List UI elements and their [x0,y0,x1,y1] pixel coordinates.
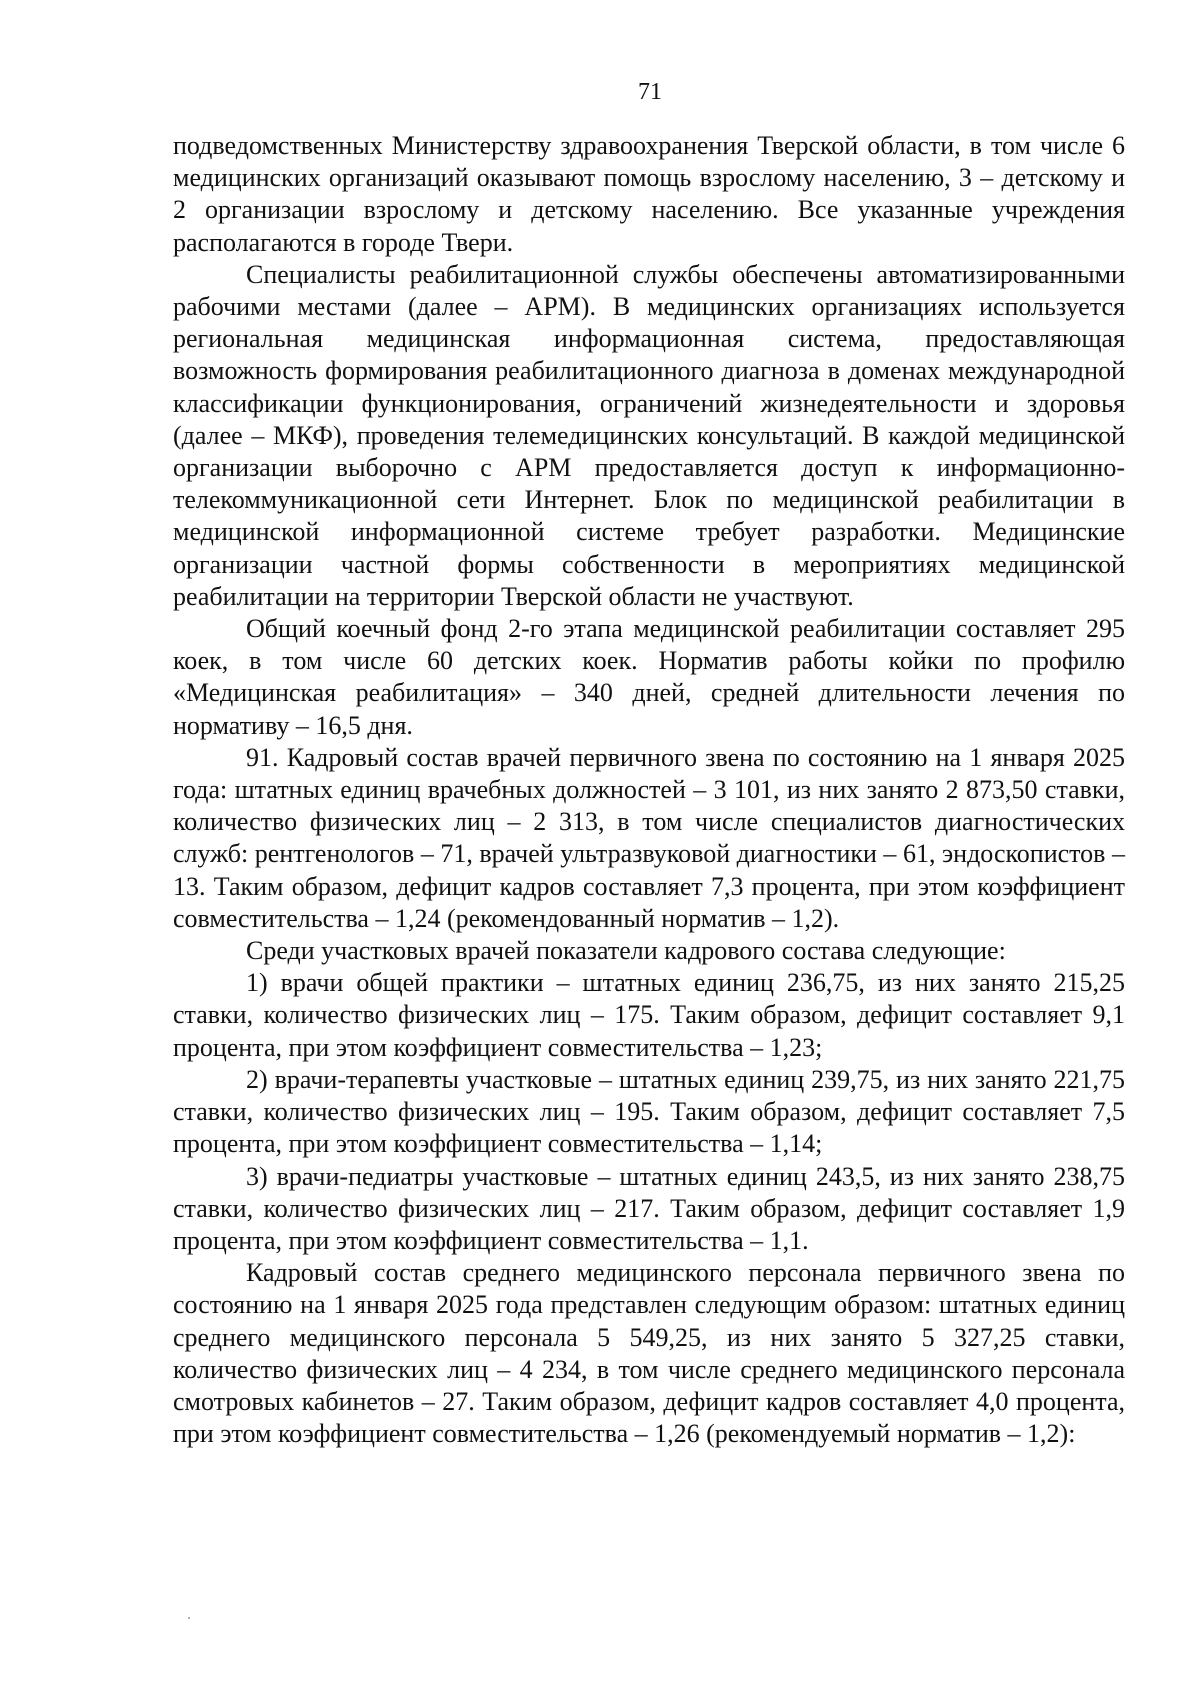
scan-speck [188,1617,190,1619]
document-body [173,130,1125,1450]
paragraph-nursing-staff: Кадровый состав среднего медицинского персонала первичного звена по состоянию на 1 января 2025 года представлен следующим образом: штатных единиц среднего медицинского персонала 5 549,25, из них занято 5 327,25 ставки, количество физических лиц – 4 234, в том числе среднего медицинского персонала смотровых кабинетов – 27. Таким образом, дефицит кадров составляет 4,0 процента, при этом коэффициент совместительства – 1,26 (рекомендуемый норматив – 1,2): [173,1258,1125,1449]
paragraph-bed-fund: Общий коечный фонд 2-го этапа медицинской реабилитации составляет 295 коек, в том числе 60 детских коек. Норматив работы койки по профилю «Медицинская реабилитация» – 340 дней, средней длительности лечения по нормативу – 16,5 дня. [173,614,1125,740]
paragraph-subordinate-organizations: подведомственных Министерству здравоохранения Тверской области, в том числе 6 медицинских организаций оказывают помощь взрослому населению, 3 – детскому и 2 организации взрослому и детскому населению. Все указанные учреждения располагаются в городе Твери. [173,131,1125,257]
paragraph-item-91-staffing: 91. Кадровый состав врачей первичного звена по состоянию на 1 января 2025 года: штатных единиц врачебных должностей – 3 101, из них занято 2 873,50 ставки, количество физических лиц – 2 313, в том числе специалистов диагностических служб: рентгенологов – 71, врачей ультразвуковой диагностики – 61, эндоскопистов – 13. Таким образом, дефицит кадров составляет 7,3 процента, при этом коэффициент совместительства – 1,24 (рекомендованный норматив – 1,2). [173,742,1125,933]
list-item-district-pediatricians: 3) врачи-педиатры участковые – штатных единиц 243,5, из них занято 238,75 ставки, количество физических лиц – 217. Таким образом, дефицит составляет 1,9 процента, при этом коэффициент совместительства – 1,1. [173,1161,1125,1255]
paragraph-district-doctors-intro: Среди участковых врачей показатели кадрового состава следующие: [246,936,1006,966]
page-number: 71 [638,79,662,105]
paragraph-rehab-workstations: Специалисты реабилитационной службы обеспечены автоматизированными рабочими местами (далее – АРМ). В медицинских организациях используется региональная медицинская информационная система, предоставляющая возможность формирования реабилитационного диагноза в доменах международной классификации функционирования, ограничений жизнедеятельности и здоровья (далее – МКФ), проведения телемедицинских консультаций. В каждой медицинской организации выборочно с АРМ предоставляется доступ к информационно-телекоммуникационной сети Интернет. Блок по медицинской реабилитации в медицинской информационной системе требует разработки. Медицинские организации частной формы собственности в мероприятиях медицинской реабилитации на территории Тверской области не участвуют. [173,259,1125,611]
list-item-general-practitioners: 1) врачи общей практики – штатных единиц 236,75, из них занято 215,25 ставки, количество физических лиц – 175. Таким образом, дефицит составляет 9,1 процента, при этом коэффициент совместительства – 1,23; [173,968,1125,1062]
list-item-district-therapists: 2) врачи-терапевты участковые – штатных единиц 239,75, из них занято 221,75 ставки, количество физических лиц – 195. Таким образом, дефицит составляет 7,5 процента, при этом коэффициент совместительства – 1,14; [173,1064,1125,1159]
